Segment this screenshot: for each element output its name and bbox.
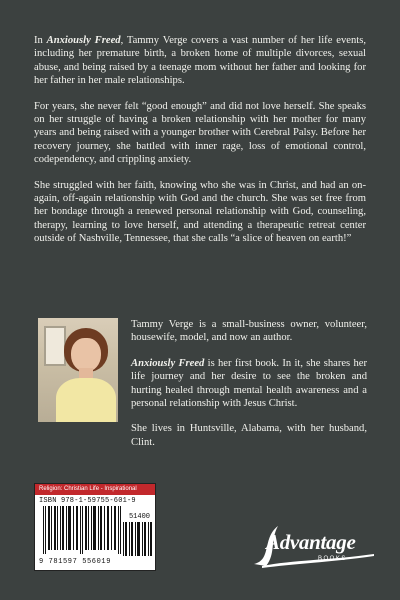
blurb-paragraph-1 — [34, 34, 366, 88]
author-bio-1: Tammy Verge is a small-business owner, volunteer, housewife, model, and now an author. — [131, 319, 367, 344]
book-title-inline: Anxiously Freed — [131, 357, 205, 369]
isbn-text: ISBN 978-1-59755-601-9 — [39, 497, 136, 505]
author-bio-3: She lives in Huntsville, Alabama, with her husband, Clint. — [131, 423, 367, 448]
author-photo — [38, 318, 118, 422]
book-title-inline: Anxiously Freed — [46, 35, 121, 46]
blurb-paragraph-1-text: , Tammy Verge covers a vast number of her life events, including her premature birth, a broken home of multiple divorces, sexual abuse, and being raised by a teenage mom without her father and looking for her father in her male relationships. — [34, 35, 366, 87]
author-bio — [131, 318, 367, 461]
price-code: 51400 — [128, 513, 150, 521]
category-label: Religion: Christian Life - Inspirational — [35, 484, 155, 495]
publisher-logo — [252, 520, 376, 570]
barcode-digits: 9 781597 556019 — [39, 558, 112, 566]
blurb-paragraph-3: She struggled with her faith, knowing who she was in Christ, and had an on-again, off-again relationship with God and the church. She was set free from her bondage through a renewed personal relationship with God, counseling, therapy, learning to love herself, and attending a therapeutic retreat center outside of Nashville, Tennessee, that she calls “a slice of heaven on earth!” — [34, 179, 366, 245]
blurb-paragraph-2: For years, she never felt “good enough” and did not love herself. She speaks on her struggle of having a broken relationship with her mother for many years and being raised with a younger brother with Cerebral Palsy. Before her recovery journey, she battled with inner rage, loss of emotional control, codependency, and crippling anxiety. — [34, 100, 366, 166]
isbn-barcode — [34, 483, 156, 571]
publisher-imprint: BOOKS — [318, 556, 347, 562]
author-bio-2-text: is her first book. In it, she shares her life journey and her desire to see the broken and hurting healed through mental health awareness and a personal relationship with Jesus Christ. — [131, 357, 367, 410]
price-barcode-bars — [123, 522, 153, 556]
publisher-name: Advantage — [266, 530, 356, 554]
blurb-prefix: In — [34, 35, 47, 46]
book-blurb — [34, 34, 366, 258]
author-bio-2 — [131, 357, 367, 411]
barcode-bars — [43, 506, 121, 554]
